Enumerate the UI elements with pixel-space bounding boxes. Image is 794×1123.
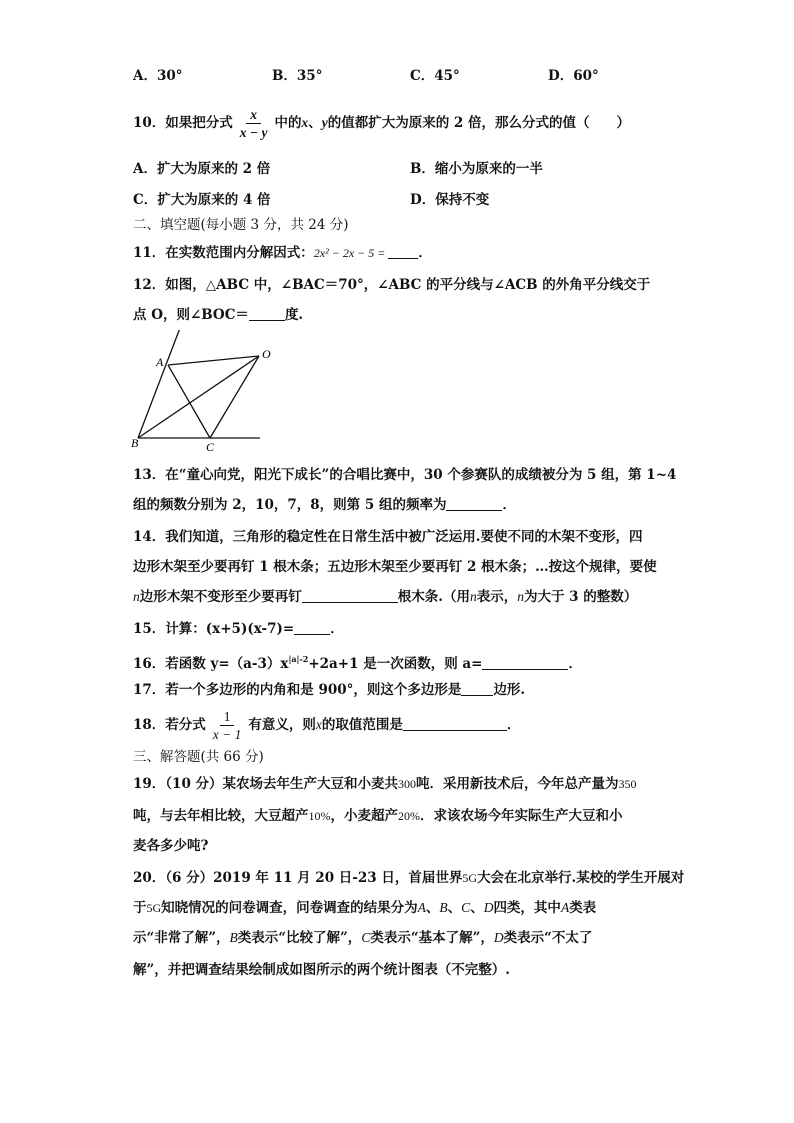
- q16-pre: 若函数 y=（a-3）x: [165, 656, 289, 672]
- q20-5g-2: 5G: [146, 901, 162, 915]
- q10-fraction: [236, 107, 272, 140]
- q11-end: ．: [418, 245, 432, 261]
- question-19-line3: 麦各多少吨?: [133, 838, 209, 854]
- q10-option-b: B．缩小为原来的一半: [410, 161, 543, 177]
- q20-line1-pre: （6 分）2019 年 11 月 20 日-23 日，首届世界: [165, 870, 463, 886]
- q13-number: 13．: [133, 467, 166, 483]
- q18-var-x: x: [315, 717, 322, 732]
- q16-mid: +2a+1 是一次函数，则 a=: [308, 656, 483, 672]
- q9-option-b: B．35°: [272, 68, 323, 84]
- q20-cat-d: D: [483, 900, 494, 915]
- q19-line2-post: ．求该农场今年实际生产大豆和小: [420, 808, 623, 824]
- q16-superscript: |a|-2: [288, 654, 309, 664]
- q9-option-a: A．30°: [133, 68, 183, 84]
- q14-line1: 我们知道，三角形的稳定性在日常生活中被广泛运用.要使不同的木架不变形，四: [165, 529, 643, 545]
- q12-number: 12．: [133, 277, 166, 293]
- q18-frac-den: x − 1: [212, 727, 242, 742]
- q15-text: 计算：(x+5)(x-7)=: [165, 621, 295, 637]
- question-19-line2: [133, 807, 623, 825]
- q14-line3-mid2: 表示，: [476, 589, 518, 605]
- q10-pre: 如果把分式: [165, 115, 233, 131]
- q20-cat-c: C: [461, 900, 471, 915]
- q10-number: 10．: [133, 115, 166, 131]
- q13-answer-blank: [446, 496, 502, 511]
- q10-var-y: y: [321, 115, 328, 130]
- q14-line3-mid: 根木条.（用: [397, 589, 470, 605]
- question-15: [133, 620, 344, 638]
- q17-answer-blank: [461, 681, 493, 696]
- q11-number: 11．: [133, 245, 166, 261]
- q19-line1-post: 吨．采用新技术后，今年总产量为: [416, 776, 619, 792]
- q20-line3-post: 类表示“不太了: [503, 930, 593, 946]
- question-12-line2: [133, 306, 303, 324]
- q20-cat-b2: B: [229, 930, 238, 945]
- q18-end: ．: [506, 717, 521, 733]
- question-20-line4: 解”，并把调查结果绘制成如图所示的两个统计图表（不完整）.: [133, 962, 510, 978]
- q20-line2-post: 四类，其中: [493, 900, 561, 916]
- q14-number: 14．: [133, 529, 166, 545]
- q10-var-x: x: [301, 115, 309, 130]
- label-c: C: [206, 440, 215, 454]
- q14-var-n2: n: [469, 589, 477, 604]
- q19-number: 19．: [133, 776, 166, 792]
- line-co: [210, 356, 259, 438]
- label-a: A: [156, 355, 164, 369]
- q20-line3-mid2: 类表示“基本了解”，: [370, 930, 494, 946]
- question-17: [133, 681, 525, 699]
- q12-line2-post: 度.: [284, 307, 304, 323]
- q10-frac-den: x − y: [239, 125, 268, 140]
- q10-option-a: A．扩大为原来的 2 倍: [133, 161, 271, 177]
- q19-value-350: 350: [618, 777, 637, 791]
- line-ba-extended: [138, 330, 180, 438]
- question-14-line2: 边形木架至少要再钉 1 根木条；五边形木架至少要再钉 2 根木条；…按这个规律，要使: [133, 559, 657, 575]
- question-12-line1: [133, 276, 650, 294]
- line-ao: [168, 356, 259, 365]
- q19-value-10pct: 10%: [308, 809, 331, 823]
- q20-number: 20．: [133, 870, 166, 886]
- q18-mid: 有意义，则: [248, 717, 316, 733]
- q15-end: ．: [330, 621, 344, 637]
- q14-var-n3: n: [517, 589, 524, 604]
- q18-frac-num: 1: [220, 709, 235, 726]
- q13-line2-post: ．: [502, 497, 516, 513]
- q16-end: ．: [568, 656, 582, 672]
- figure-12-triangle: [128, 330, 278, 456]
- q13-line2-pre: 组的频数分别为 2，10，7，8，则第 5 组的频率为: [133, 497, 447, 513]
- q16-number: 16．: [133, 656, 166, 672]
- q14-answer-blank: [302, 588, 398, 603]
- q18-pre: 若分式: [165, 717, 206, 733]
- q20-sep3: 、: [470, 900, 484, 916]
- q14-var-n: n: [133, 589, 140, 604]
- q19-line2-pre: 吨，与去年相比较，大豆超产: [133, 808, 309, 824]
- q17-number: 17．: [133, 682, 166, 698]
- q20-cat-d2: D: [493, 930, 504, 945]
- question-11: [133, 244, 432, 262]
- section-3-heading: 三、解答题(共 66 分): [133, 749, 264, 765]
- label-b: B: [131, 436, 139, 450]
- question-20-line2: [133, 899, 596, 917]
- q12-line2-pre: 点 O，则∠BOC＝: [133, 307, 249, 323]
- q18-fraction: [209, 709, 246, 742]
- q20-5g: 5G: [462, 871, 478, 885]
- q9-option-d: D．60°: [548, 68, 599, 84]
- q17-pre: 若一个多边形的内角和是 900°，则这个多边形是: [165, 682, 462, 698]
- q11-answer-blank: [388, 244, 418, 259]
- q10-post: 的值都扩大为原来的 2 倍，那么分式的值（ ）: [327, 115, 631, 131]
- q11-expression: 2x² − 2x − 5 =: [313, 246, 389, 260]
- section-2-heading: 二、填空题(每小题 3 分，共 24 分): [133, 217, 349, 233]
- q10-option-c: C．扩大为原来的 4 倍: [133, 192, 271, 208]
- q17-post: 边形.: [493, 682, 526, 698]
- question-16: [133, 650, 582, 673]
- question-10: [133, 105, 630, 141]
- q20-line2-pre: 于: [133, 900, 147, 916]
- q12-answer-blank: [249, 306, 285, 321]
- q19-value-20pct: 20%: [398, 809, 420, 823]
- q20-cat-a2: A: [560, 900, 570, 915]
- question-20-line3: [133, 929, 592, 947]
- q14-line3-pre: 边形木架不变形至少要再钉: [139, 589, 302, 605]
- question-13-line1: [133, 466, 676, 484]
- q16-answer-blank: [482, 655, 568, 670]
- q20-line1-post: 大会在北京举行.某校的学生开展对: [477, 870, 685, 886]
- q18-number: 18．: [133, 717, 166, 733]
- q20-line3-mid1: 类表示“比较了解”，: [237, 930, 362, 946]
- q15-answer-blank: [294, 620, 330, 635]
- q20-sep1: 、: [425, 900, 440, 916]
- question-13-line2: [133, 496, 516, 514]
- q20-cat-b: B: [439, 900, 448, 915]
- q10-sep: 、: [308, 115, 322, 131]
- line-ac: [168, 365, 210, 438]
- q9-option-c: C．45°: [410, 68, 460, 84]
- q19-line2-mid: ，小麦超产: [330, 808, 398, 824]
- q13-line1: 在“童心向党，阳光下成长”的合唱比赛中，30 个参赛队的成绩被分为 5 组，第 1~4: [165, 467, 677, 483]
- question-18: [133, 706, 520, 744]
- q20-line2-end: 类表: [569, 900, 597, 916]
- q12-line1: 如图，△ABC 中，∠BAC＝70°，∠ABC 的平分线与∠ACB 的外角平分线交于: [165, 277, 651, 293]
- q10-option-d: D．保持不变: [410, 192, 490, 208]
- q15-number: 15．: [133, 621, 166, 637]
- question-14-line1: [133, 528, 643, 546]
- q20-cat-a: A: [417, 900, 426, 915]
- q10-mid: 中的: [274, 115, 302, 131]
- q19-value-300: 300: [398, 777, 417, 791]
- label-o: O: [262, 347, 271, 361]
- q11-text: 在实数范围内分解因式：: [165, 245, 314, 261]
- q18-answer-blank: [403, 716, 507, 731]
- question-14-line3: [133, 588, 637, 606]
- q10-frac-num: x: [246, 107, 261, 124]
- q20-cat-c2: C: [361, 930, 371, 945]
- question-19-line1: [133, 775, 637, 793]
- question-20-line1: [133, 869, 684, 887]
- q20-line3-pre: 示“非常了解”，: [133, 930, 230, 946]
- q14-line3-post: 为大于 3 的整数）: [523, 589, 638, 605]
- q18-post: 的取值范围是: [321, 717, 403, 733]
- q20-sep2: 、: [447, 900, 462, 916]
- q19-line1-pre: （10 分）某农场去年生产大豆和小麦共: [165, 776, 399, 792]
- q20-line2-mid: 知晓情况的问卷调查，问卷调查的结果分为: [161, 900, 418, 916]
